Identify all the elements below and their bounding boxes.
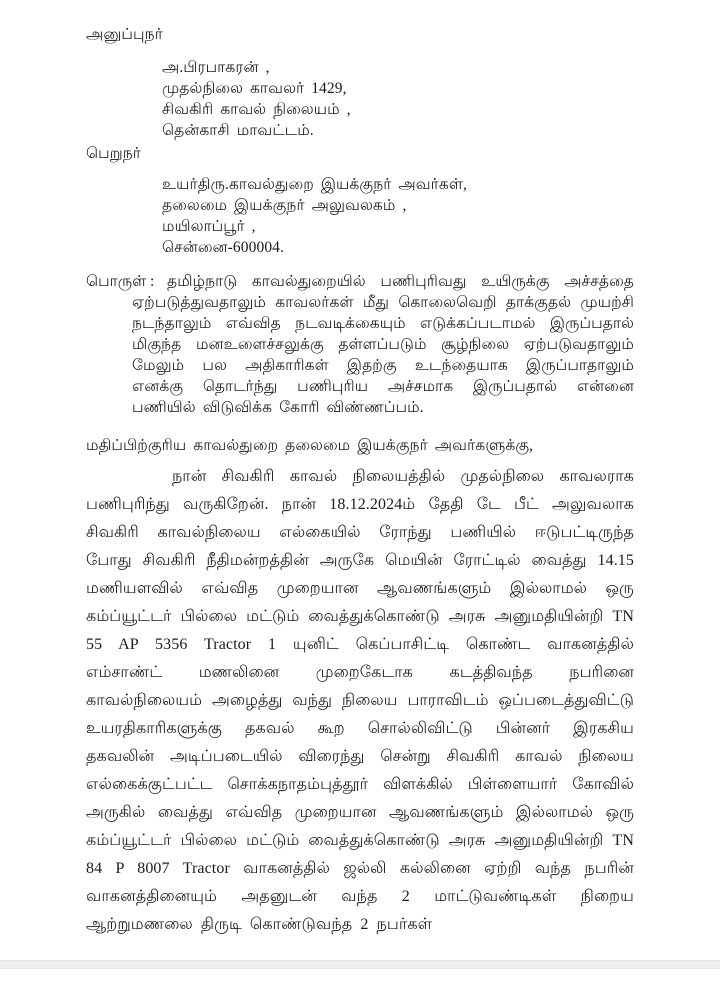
- sender-name: அ.பிரபாகரன் ,: [162, 59, 270, 76]
- sender-address-block: [162, 57, 634, 141]
- receiver-office: தலைமை இயக்குநர் அலுவலகம் ,: [162, 197, 407, 214]
- subject-label: பொருள்: [86, 273, 147, 290]
- subject-section: [86, 271, 634, 418]
- sender-district: தென்காசி மாவட்டம்.: [162, 122, 314, 139]
- salutation: மதிப்பிற்குரிய காவல்துறை தலைமை இயக்குநர் அவர்களுக்கு,: [86, 437, 534, 454]
- receiver-city: சென்னை-600004.: [162, 239, 285, 256]
- receiver-area: மயிலாப்பூர் ,: [162, 218, 256, 235]
- receiver-name: உயர்திரு.காவல்துறை இயக்குநர் அவர்கள்,: [162, 176, 467, 193]
- subject-colon: :: [150, 273, 155, 290]
- body-paragraph: நான் சிவகிரி காவல் நிலையத்தில் முதல்நிலை காவலராக பணிபுரிந்து வருகிறேன். நான் 18.12.2024ம் தேதி டே பீட் அலுவலாக சிவகிரி காவல்நிலைய எல்கையில் ரோந்து பணியில் ஈடுபட்டிருந்த போது சிவகிரி நீதிமன்றத்தின் அருகே மெயின் ரோட்டில் வைத்து 14.15 மணியளவில் எவ்வித முறையான ஆவணங்களும் இல்லாமல் ஒரு கம்ப்யூட்டர் பில்லை மட்டும் வைத்துக்கொண்டு அரசு அனுமதியின்றி TN 55 AP 5356 Tractor 1 யுனிட் கெப்பாசிட்டி கொண்ட வாகனத்தில் எம்சாண்ட் மணலினை முறைகேடாக கடத்திவந்த நபரினை காவல்நிலையம் அழைத்து வந்து நிலைய பாராவிடம் ஒப்படைத்துவிட்டு உயரதிகாரிகளுக்கு தகவல் கூற சொல்லிவிட்டு பின்னர் இரகசிய தகவலின் அடிப்படையில் விரைந்து சென்று சிவகிரி காவல் நிலைய எல்கைக்குட்பட்ட சொக்கநாதம்புத்தூர் விளக்கில் பிள்ளையார் கோவில் அருகில் வைத்து எவ்வித முறையான ஆவணங்களும் இல்லாமல் ஒரு கம்ப்யூட்டர் பில்லை மட்டும் வைத்துக்கொண்டு அரசு அனுமதியின்றி TN 84 P 8007 Tractor வாகனத்தில் ஜல்லி கல்லினை ஏற்றி வந்த நபரின் வாகனத்தினையும் அதனுடன் வந்த 2 மாட்டுவண்டிகள் நிறைய ஆற்றுமணலை திருடி கொண்டுவந்த 2 நபர்கள்: [86, 468, 634, 933]
- sender-label: அனுப்புநர்: [86, 26, 163, 43]
- receiver-address-block: [162, 174, 634, 258]
- page-break-separator: [0, 960, 720, 969]
- sender-rank: முதல்நிலை காவலர் 1429,: [162, 80, 347, 97]
- subject-text: தமிழ்நாடு காவல்துறையில் பணிபுரிவது உயிருக்கு அச்சத்தை ஏற்படுத்துவதாலும் காவலர்கள் மீது கொலைவெறி தாக்குதல் முயற்சி நடந்தாலும் எவ்வித நடவடிக்கையும் எடுக்கப்படாமல் இருப்பதால் மிகுந்த மனஉளைச்சலுக்கு தள்ளப்படும் சூழ்நிலை ஏற்படுவதாலும் மேலும் பல அதிகாரிகள் இதற்கு உடந்தையாக இருப்பாதாலும் எனக்கு தொடர்ந்து பணிபுரிய அச்சமாக இருப்பதால் என்னை பணியில் விடுவிக்க கோரி விண்ணப்பம்.: [132, 273, 634, 416]
- receiver-label: பெறுநர்: [86, 145, 141, 162]
- sender-station: சிவகிரி காவல் நிலையம் ,: [162, 101, 351, 118]
